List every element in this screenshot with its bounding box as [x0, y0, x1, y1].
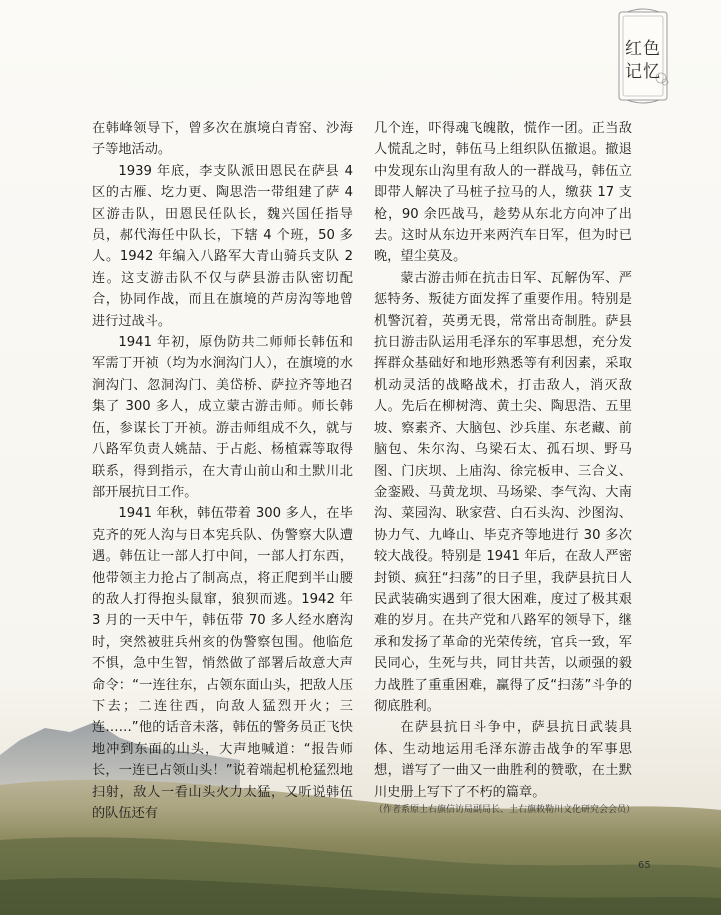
left-column — [92, 118, 353, 824]
paragraph: 在萨县抗日斗争中，萨县抗日武装具体、生动地运用毛泽东游击战争的军事思想，谱写了一曲又一曲胜利的赞歌，在土默川史册上写下了不朽的篇章。 — [374, 720, 632, 800]
right-column — [374, 118, 632, 803]
badge-line-1: 红色 — [625, 39, 661, 59]
column-badge — [621, 38, 665, 84]
paragraph: 蒙古游击师在抗击日军、瓦解伪军、严惩特务、叛徒方面发挥了重要作用。特别是机警沉着，英勇无畏，常常出奇制胜。萨县抗日游击队运用毛泽东的军事思想，充分发挥群众基础好和地形熟悉等有利因素，采取机动灵活的战略战术，打击敌人，消灭敌人。先后在柳树湾、黄土尖、陶思浩、五里坡、察素齐、大脑包、沙兵崖、东老藏、前脑包、朱尔沟、乌梁石太、孤石坝、野马图、门庆坝、上庙沟、徐完板申、三合义、金銮殿、马黄龙坝、马场梁、李气沟、大南沟、菜园沟、耿家营、白石头沟、沙图沟、协力气、九峰山、毕克齐等地进行 30 多次较大战役。特别是 1941 年后，在敌人严密封锁、疯狂“扫荡”的日子里，我萨县抗日人民武装确实遇到了很大困难，度过了极其艰难的岁月。在共产党和八路军的领导下，继承和发扬了革命的光荣传统，官兵一致，军民同心，生死与共，同甘共苦，以顽强的毅力战胜了重重困难，赢得了反“扫荡”斗争的彻底胜利。 — [374, 270, 632, 714]
paragraph: 几个连，吓得魂飞魄散，慌作一团。正当敌人慌乱之时，韩伍马上组织队伍撤退。撤退中发现东山沟里有敌人的一群战马，韩伍立即带人解决了马桩子拉马的人，缴获 17 支枪，90 余匹战马，趁势从东北方向冲了出去。这时从东边开来两汽车日军，但为时已晚，望尘莫及。 — [374, 121, 632, 265]
paragraph: 1941 年初，原伪防共二师师长韩伍和军需丁开祯（均为水涧沟门人），在旗境的水涧沟门、忽洞沟门、美岱桥、萨拉齐等地召集了 300 多人，成立蒙古游击师。师长韩伍，参谋长丁开祯。游击师组成不久，就与八路军负责人姚喆、于占彪、杨植霖等取得联系，得到指示，在大青山前山和土默川北部开展抗日工作。 — [92, 335, 353, 500]
author-note: （作者系原土右旗信访局副局长、土右旗敕勒川文化研究会会员） — [374, 805, 636, 815]
paragraph: 在韩峰领导下，曾多次在旗境白青窑、沙海子等地活动。 — [92, 121, 353, 158]
paragraph: 1941 年秋，韩伍带着 300 多人，在毕克齐的死人沟与日本宪兵队、伪警察大队遭遇。韩伍让一部人打中间，一部人打东西，他带领主力抢占了制高点，将正爬到半山腰的敌人打得抱头鼠窜，狼狈而逃。1942 年 3 月的一天中午，韩伍带 70 多人经水磨沟时，突然被驻兵州亥的伪警察包围。他临危不惧，急中生智，悄然做了部署后故意大声命令：“一连往东，占领东面山头，把敌人压下去；二连往西，向敌人猛烈开火；三连……”他的话音未落，韩伍的警务员正飞快地冲到东面的山头，大声地喊道：“报告师长，一连已占领山头！”说着端起机枪猛烈地扫射，敌人一看山头火力太猛，又听说韩伍的队伍还有 — [92, 506, 353, 821]
paragraph: 1939 年底，李支队派田恩民在萨县 4 区的古雁、圪力更、陶思浩一带组建了萨 4 区游击队，田恩民任队长，魏兴国任指导员，郝代海任中队长，下辖 4 个班，50 多人。1942 年编入八路军大青山骑兵支队 2 连。这支游击队不仅与萨县游击队密切配合，协同作战，而且在旗境的芦房沟等地曾进行过战斗。 — [92, 163, 353, 329]
badge-line-2: 记忆 — [625, 62, 661, 82]
page-number: 65 — [638, 860, 651, 871]
